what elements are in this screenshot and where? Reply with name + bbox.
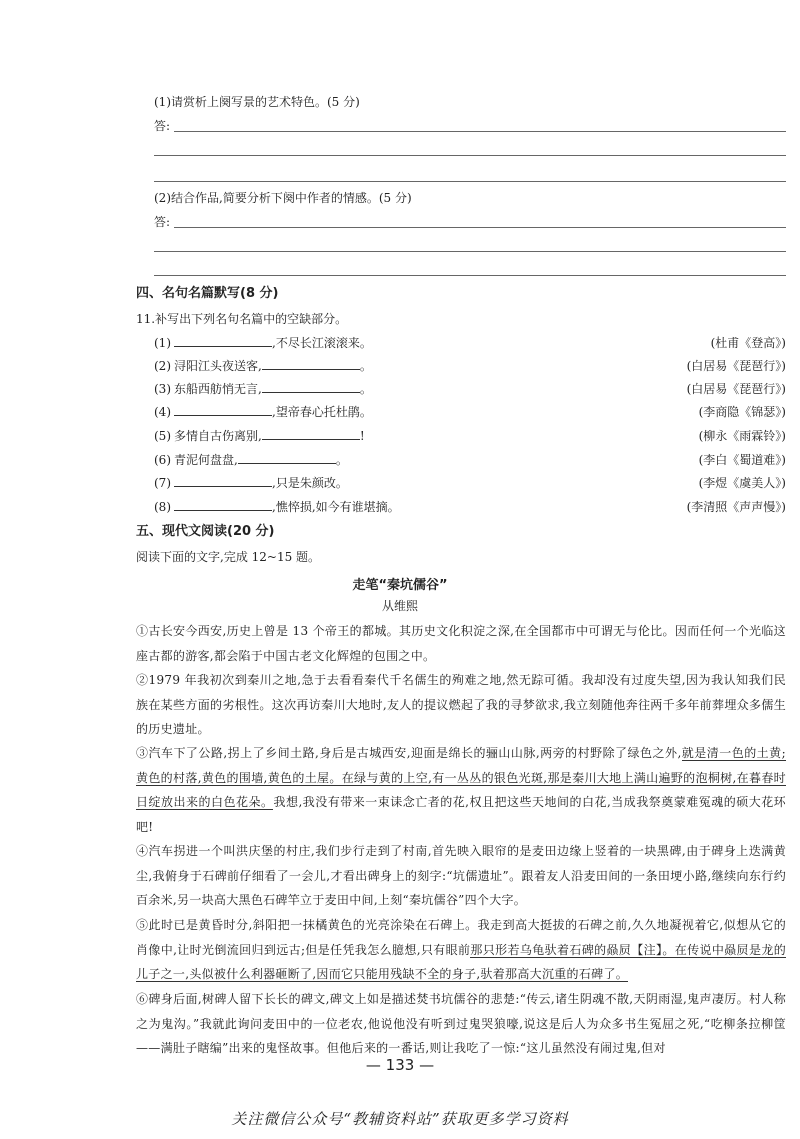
blank-field[interactable]	[238, 451, 336, 464]
paragraph-3	[136, 741, 786, 840]
item-text: 东船西舫悄无言,	[174, 382, 262, 396]
question-1-answer-label: 答:	[154, 119, 171, 133]
item-text: ,不尽长江滚滚来。	[272, 336, 372, 350]
paragraph-4: ④汽车拐进一个叫洪庆堡的村庄,我们步行走到了村南,首先映入眼帘的是麦田边缘上竖着的一块黑碑,由于碑身上迭满黄尘,我俯身于石碑前仔细看了一会儿,才看出碑身上的刻字:“坑儒遗址”。跟着友人沿麦田间的一条田埂小路,继续向东行约百余米,另一块高大黑色石碑竿立于麦田中间,上刻“秦坑儒谷”四个大字。	[136, 844, 786, 908]
answer-line	[154, 275, 786, 276]
item-source: (白居易《琵琶行》)	[686, 359, 786, 373]
answer-line	[174, 131, 786, 132]
section-4-instruction: 11.补写出下列名句名篇中的空缺部分。	[136, 312, 348, 326]
section-5-heading: 五、现代文阅读(20 分)	[136, 524, 275, 539]
item-source: (白居易《琵琶行》)	[686, 382, 786, 396]
answer-line	[174, 227, 786, 228]
paragraph-5-underlined: 那只形若乌龟驮着石碑的赑屃【注】。在传说中赑屃是龙的儿子之一,头似被什么利器砸断了,因而它只能用残缺不全的身子,驮着那高大沉重的石碑了。	[136, 942, 786, 982]
item-number: (6)	[154, 453, 171, 467]
item-source: (柳永《雨霖铃》)	[698, 429, 786, 443]
item-source: (杜甫《登高》)	[710, 336, 786, 350]
item-number: (4)	[154, 405, 171, 419]
item-text: !	[359, 429, 365, 443]
blank-field[interactable]	[174, 403, 272, 416]
fill-item-6	[154, 451, 786, 469]
section-5-instruction: 阅读下面的文字,完成 12~15 题。	[136, 550, 321, 564]
item-text: ,望帝春心托杜鹃。	[272, 405, 372, 419]
item-text: 。	[335, 453, 348, 467]
paragraph-3-underlined: 就是清一色的土黄;黄色的村落,黄色的围墙,黄色的土屋。在绿与黄的上空,有一丛丛的银色光斑,那是秦川大地上满山遍野的泡桐树,在暮春时日绽放出来的白色花朵。	[136, 746, 786, 810]
question-2-answer-label: 答:	[154, 215, 171, 229]
item-number: (2)	[154, 359, 171, 373]
blank-field[interactable]	[262, 380, 360, 393]
paragraph-3-text-end: 我想,我没有带来一束诔念亡者的花,权且把这些天地间的白花,当成我祭奠蒙难冤魂的硕大花环吧!	[136, 795, 786, 835]
item-text: ,只是朱颜改。	[272, 476, 348, 490]
item-text: 浔阳江头夜送客,	[174, 359, 262, 373]
article-title: 走笔“秦坑儒谷”	[352, 578, 448, 593]
section-4-heading: 四、名句名篇默写(8 分)	[136, 286, 279, 301]
blank-field[interactable]	[174, 334, 272, 347]
item-text: 多情自古伤离别,	[174, 429, 262, 443]
fill-item-4	[154, 403, 786, 421]
answer-line	[154, 155, 786, 156]
fill-item-8	[154, 498, 786, 516]
question-2-prompt: (2)结合作品,简要分析下阕中作者的情感。(5 分)	[154, 191, 412, 205]
item-source: (李白《蜀道难》)	[698, 453, 786, 467]
blank-field[interactable]	[262, 427, 360, 440]
answer-line	[154, 251, 786, 252]
answer-line	[154, 181, 786, 182]
item-number: (7)	[154, 476, 171, 490]
item-text: 。	[359, 359, 372, 373]
page-number: — 133 —	[365, 1056, 435, 1074]
item-number: (8)	[154, 500, 171, 514]
footer-note: 关注微信公众号“教辅资料站”获取更多学习资料	[231, 1110, 569, 1128]
paragraph-2: ②1979 年我初次到秦川之地,急于去看看秦代千名儒生的殉难之地,然无踪可循。我却没有过度失望,因为我认知我们民族在某些方面的劣根性。这次再访秦川大地时,友人的提议燃起了我的寻梦欲求,我立刻随他奔往两千多年前葬埋众多儒生的历史遗址。	[136, 673, 786, 737]
paragraph-1: ①古长安今西安,历史上曾是 13 个帝王的都城。其历史文化积淀之深,在全国都市中可谓无与伦比。因而任何一个光临这座古都的游客,都会陷于中国古老文化辉煌的包围之中。	[136, 624, 786, 663]
paragraph-3-text: ③汽车下了公路,拐上了乡间土路,身后是古城西安,迎面是绵长的骊山山脉,两旁的村野除了绿色之外,	[136, 746, 682, 760]
item-number: (3)	[154, 382, 171, 396]
fill-item-7	[154, 474, 786, 492]
paragraph-5	[136, 913, 786, 987]
paragraph-6: ⑥碑身后面,树碑人留下长长的碑文,碑文上如是描述焚书坑儒谷的悲楚:“传云,诸生阴魂不散,天阴雨湿,鬼声凄厉。村人称之为鬼沟。”我就此询问麦田中的一位老农,他说他没有听到过鬼哭狼嚎,说这是后人为众多书生冤屈之死,“吃柳条拉柳筐——满肚子瞎编”出来的鬼怪故事。但他后来的一番话,则让我吃了一惊:“这儿虽然没有闹过鬼,但对	[136, 992, 786, 1056]
fill-item-2	[154, 357, 786, 375]
fill-item-1	[154, 334, 786, 352]
item-text: 青泥何盘盘,	[174, 453, 238, 467]
item-number: (5)	[154, 429, 171, 443]
item-source: (李清照《声声慢》)	[686, 500, 786, 514]
fill-item-5	[154, 427, 786, 445]
item-number: (1)	[154, 336, 171, 350]
blank-field[interactable]	[262, 357, 360, 370]
item-text: 。	[359, 382, 372, 396]
article-author: 从维熙	[381, 599, 418, 613]
item-text: ,憔悴损,如今有谁堪摘。	[272, 500, 400, 514]
blank-field[interactable]	[174, 498, 272, 511]
item-source: (李商隐《锦瑟》)	[698, 405, 786, 419]
blank-field[interactable]	[174, 474, 272, 487]
fill-item-3	[154, 380, 786, 398]
paragraph-5-text: ⑤此时已是黄昏时分,斜阳把一抹橘黄色的光亮涂染在石碑上。我走到高大挺拔的石碑之前,久久地凝视着它,似想从它的肖像中,让时光倒流回归到远古;但是任凭我怎么臆想,只有眼前	[136, 918, 786, 957]
question-1-prompt: (1)请赏析上阕写景的艺术特色。(5 分)	[154, 95, 360, 109]
item-source: (李煜《虞美人》)	[698, 476, 786, 490]
